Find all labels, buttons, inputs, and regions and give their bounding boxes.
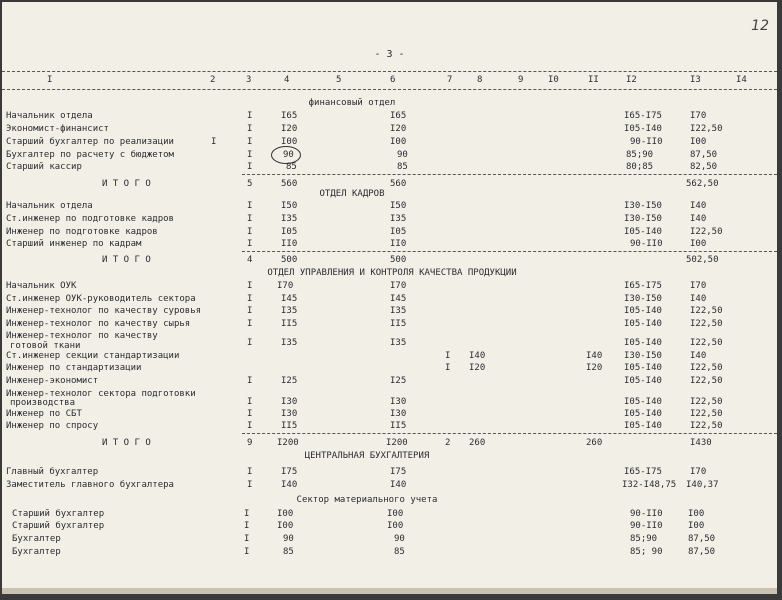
total-col7: 2 — [445, 438, 451, 448]
row-name: Главный бухгалтер — [6, 467, 99, 477]
cell-col6: I30 — [390, 409, 407, 419]
cell-col4: 90 — [283, 150, 294, 160]
cell-col12: 80;85 — [626, 162, 654, 172]
cell-col12: I05-I40 — [624, 338, 662, 348]
row-name: Начальник отдела — [6, 201, 93, 211]
row-name: Инженер-технолог по качеству суровья — [6, 306, 202, 316]
row-name: Старший бухгалтер по реализации — [6, 137, 174, 147]
cell-col11: I20 — [586, 363, 603, 373]
cell-col4: I25 — [281, 376, 298, 386]
cell-col12: 85; 90 — [630, 547, 663, 557]
cell-col4: 85 — [286, 162, 297, 172]
header-col-11: II — [588, 75, 599, 85]
cell-col13: I40 — [690, 294, 707, 304]
cell-col3: I — [247, 227, 253, 237]
row-name: Ст.инженер секции стандартизации — [6, 351, 180, 361]
section-title-accounting: ЦЕНТРАЛЬНАЯ БУХГАЛТЕРИЯ — [304, 451, 430, 461]
cell-col12: 90-II0 — [630, 521, 663, 531]
cell-col6: I75 — [390, 467, 407, 477]
cell-col3: I — [247, 124, 253, 134]
cell-col6: 85 — [394, 547, 405, 557]
cell-col13: I40 — [690, 351, 707, 361]
cell-col13: I22,50 — [690, 409, 723, 419]
cell-col6: I00 — [387, 521, 404, 531]
cell-col4: I30 — [281, 397, 298, 407]
cell-col13: I70 — [690, 281, 707, 291]
cell-col6: I40 — [390, 480, 407, 490]
header-col-2: 2 — [210, 75, 216, 85]
row-name: Инженер-экономист — [6, 376, 99, 386]
row-name: Ст.инженер ОУК-руководитель сектора — [6, 294, 196, 304]
cell-col13: I00 — [690, 239, 707, 249]
cell-col13: I22,50 — [690, 376, 723, 386]
row-name: Старший инженер по кадрам — [6, 239, 142, 249]
total-col13: I430 — [690, 438, 712, 448]
header-col-14: I4 — [736, 75, 747, 85]
total-col4: 560 — [281, 179, 298, 189]
cell-col12: I05-I40 — [624, 227, 662, 237]
cell-col4: I00 — [277, 509, 294, 519]
cell-col4: I20 — [281, 124, 298, 134]
header-col-10: I0 — [548, 75, 559, 85]
cell-col6: I50 — [390, 201, 407, 211]
cell-col13: 82,50 — [690, 162, 718, 172]
cell-col6: 90 — [394, 534, 405, 544]
row-name: Инженер по спросу — [6, 421, 99, 431]
cell-col3: I — [247, 150, 253, 160]
cell-col7: I — [445, 351, 451, 361]
cell-col6: I20 — [390, 124, 407, 134]
header-col-12: I2 — [626, 75, 637, 85]
cell-col12: I30-I50 — [624, 214, 662, 224]
row-name: Старший бухгалтер — [12, 509, 105, 519]
cell-col6: I35 — [390, 214, 407, 224]
header-col-3: 3 — [246, 75, 252, 85]
total-label: И Т О Г О — [102, 255, 151, 265]
total-col11: 260 — [586, 438, 603, 448]
cell-col3: I — [244, 509, 250, 519]
cell-col12: I05-I40 — [624, 124, 662, 134]
header-col-13: I3 — [690, 75, 701, 85]
cell-col12: 85;90 — [630, 534, 658, 544]
cell-col3: I — [247, 201, 253, 211]
cell-col12: I05-I40 — [624, 319, 662, 329]
total-col13: 502,50 — [686, 255, 719, 265]
cell-col6: 85 — [397, 162, 408, 172]
cell-col3: I — [247, 319, 253, 329]
cell-col13: I22,50 — [690, 124, 723, 134]
cell-col3: I — [244, 521, 250, 531]
row-name: Инженер-технолог сектора подготовки — [6, 389, 196, 399]
total-col6: 560 — [390, 179, 407, 189]
total-rule — [242, 174, 777, 175]
row-name: Инженер-технолог по качеству сырья — [6, 319, 191, 329]
cell-col4: I35 — [281, 338, 298, 348]
cell-col13: I22,50 — [690, 227, 723, 237]
cell-col12: I65-I75 — [624, 281, 662, 291]
header-col-7: 7 — [447, 75, 453, 85]
cell-col6: 90 — [397, 150, 408, 160]
cell-col13: I00 — [690, 137, 707, 147]
cell-col13: I00 — [688, 509, 705, 519]
cell-col3: I — [247, 467, 253, 477]
cell-col8: I20 — [469, 363, 486, 373]
cell-col4: I45 — [281, 294, 298, 304]
paper-edge — [2, 588, 777, 594]
header-top-rule — [2, 71, 777, 72]
cell-col4: II0 — [281, 239, 298, 249]
row-name: Старший бухгалтер — [12, 521, 105, 531]
section-title-finance: финансовый отдел — [308, 98, 396, 108]
cell-col3: I — [247, 294, 253, 304]
cell-col6: I70 — [390, 281, 407, 291]
header-bottom-rule — [2, 89, 777, 90]
cell-col13: I40 — [690, 201, 707, 211]
cell-col12: I05-I40 — [624, 363, 662, 373]
cell-col6: II5 — [390, 421, 407, 431]
total-col3: 4 — [247, 255, 253, 265]
total-col3: 5 — [247, 179, 253, 189]
cell-col13: I22,50 — [690, 306, 723, 316]
section-title-hr: ОТДЕЛ КАДРОВ — [319, 189, 385, 199]
cell-col13: I22,50 — [690, 319, 723, 329]
cell-col6: II5 — [390, 319, 407, 329]
row-name: Ст.инженер по подготовке кадров — [6, 214, 174, 224]
cell-col13: 87,50 — [688, 534, 716, 544]
cell-col13: I22,50 — [690, 338, 723, 348]
cell-col6: I35 — [390, 306, 407, 316]
corner-page-number: 12 — [751, 18, 769, 34]
cell-col3: I — [247, 338, 253, 348]
cell-col12: 90-II0 — [630, 509, 663, 519]
total-col4: I200 — [277, 438, 299, 448]
cell-col3: I — [247, 111, 253, 121]
row-name: Инженер по стандартизации — [6, 363, 142, 373]
cell-col12: I05-I40 — [624, 421, 662, 431]
page-number: - 3 - — [374, 49, 405, 60]
cell-col3: I — [247, 421, 253, 431]
cell-col4: I40 — [281, 480, 298, 490]
row-name: Инженер по подготовке кадров — [6, 227, 158, 237]
header-col-1: I — [47, 75, 53, 85]
cell-col13: I40,37 — [686, 480, 719, 490]
total-label: И Т О Г О — [102, 438, 151, 448]
cell-col13: I70 — [690, 467, 707, 477]
total-rule — [242, 251, 777, 252]
cell-col12: I05-I40 — [624, 397, 662, 407]
row-name: Начальник отдела — [6, 111, 93, 121]
cell-col12: 90-II0 — [630, 137, 663, 147]
cell-col4: I35 — [281, 306, 298, 316]
section-title-quality: ОТДЕЛ УПРАВЛЕНИЯ И КОНТРОЛЯ КАЧЕСТВА ПРОДУКЦИИ — [267, 268, 517, 278]
cell-col13: I00 — [688, 521, 705, 531]
cell-col6: I65 — [390, 111, 407, 121]
cell-col12: I30-I50 — [624, 294, 662, 304]
row-name: Экономист-финансист — [6, 124, 109, 134]
cell-col8: I40 — [469, 351, 486, 361]
cell-col3: I — [244, 534, 250, 544]
cell-col12: I30-I50 — [624, 351, 662, 361]
cell-col3: I — [247, 376, 253, 386]
cell-col4: I30 — [281, 409, 298, 419]
cell-col13: 87,50 — [688, 547, 716, 557]
cell-col4: 85 — [283, 547, 294, 557]
total-rule — [242, 433, 777, 434]
cell-col6: I25 — [390, 376, 407, 386]
row-name: Старший кассир — [6, 162, 82, 172]
cell-col13: I22,50 — [690, 363, 723, 373]
cell-col6: I30 — [390, 397, 407, 407]
row-name-continued: производства — [10, 398, 76, 408]
cell-col3: I — [247, 397, 253, 407]
cell-col12: I05-I40 — [624, 376, 662, 386]
section-title-materials: Сектор материального учета — [296, 495, 438, 505]
cell-col6: I35 — [390, 338, 407, 348]
total-col6: I200 — [386, 438, 408, 448]
table-header — [2, 75, 777, 87]
cell-col6: I00 — [390, 137, 407, 147]
document-page — [2, 2, 777, 594]
header-col-9: 9 — [518, 75, 524, 85]
cell-col4: I65 — [281, 111, 298, 121]
cell-col12: I05-I40 — [624, 409, 662, 419]
cell-col13: I70 — [690, 111, 707, 121]
cell-col6: I00 — [387, 509, 404, 519]
header-col-8: 8 — [477, 75, 483, 85]
cell-col3: I — [247, 239, 253, 249]
cell-col4: I50 — [281, 201, 298, 211]
cell-col3: I — [247, 409, 253, 419]
cell-col6: I05 — [390, 227, 407, 237]
row-name: Бухгалтер — [12, 534, 61, 544]
total-col13: 562,50 — [686, 179, 719, 189]
total-col3: 9 — [247, 438, 253, 448]
total-label: И Т О Г О — [102, 179, 151, 189]
cell-col12: I32-I48,75 — [622, 480, 677, 490]
cell-col13: I22,50 — [690, 421, 723, 431]
row-name-continued: готовой ткани — [10, 341, 81, 351]
row-name: Бухгалтер по расчету с бюджетом — [6, 150, 174, 160]
cell-col3: I — [247, 480, 253, 490]
cell-col3: I — [244, 547, 250, 557]
cell-col6: II0 — [390, 239, 407, 249]
total-col4: 500 — [281, 255, 298, 265]
cell-col12: I05-I40 — [624, 306, 662, 316]
header-col-5: 5 — [336, 75, 342, 85]
header-col-6: 6 — [390, 75, 396, 85]
cell-col3: I — [247, 137, 253, 147]
cell-col12: I65-I75 — [624, 467, 662, 477]
row-name: Начальник ОУК — [6, 281, 77, 291]
header-col-4: 4 — [284, 75, 290, 85]
cell-col2: I — [211, 137, 217, 147]
total-col6: 500 — [390, 255, 407, 265]
cell-col4: I70 — [277, 281, 294, 291]
cell-col13: 87,50 — [690, 150, 718, 160]
cell-col4: I05 — [281, 227, 298, 237]
row-name: Инженер по СБТ — [6, 409, 82, 419]
cell-col11: I40 — [586, 351, 603, 361]
cell-col13: I22,50 — [690, 397, 723, 407]
cell-col4: I35 — [281, 214, 298, 224]
cell-col12: I30-I50 — [624, 201, 662, 211]
cell-col3: I — [247, 162, 253, 172]
cell-col4: II5 — [281, 319, 298, 329]
cell-col3: I — [247, 306, 253, 316]
row-name: Инженер-технолог по качеству — [6, 331, 158, 341]
cell-col7: I — [445, 363, 451, 373]
cell-col6: I45 — [390, 294, 407, 304]
cell-col4: II5 — [281, 421, 298, 431]
cell-col4: I75 — [281, 467, 298, 477]
row-name: Заместитель главного бухгалтера — [6, 480, 174, 490]
cell-col4: I00 — [277, 521, 294, 531]
cell-col4: 90 — [283, 534, 294, 544]
cell-col4: I00 — [281, 137, 298, 147]
cell-col12: I65-I75 — [624, 111, 662, 121]
cell-col3: I — [247, 214, 253, 224]
cell-col3: I — [247, 281, 253, 291]
cell-col13: I40 — [690, 214, 707, 224]
cell-col12: 90-II0 — [630, 239, 663, 249]
cell-col12: 85;90 — [626, 150, 654, 160]
row-name: Бухгалтер — [12, 547, 61, 557]
total-col8: 260 — [469, 438, 486, 448]
